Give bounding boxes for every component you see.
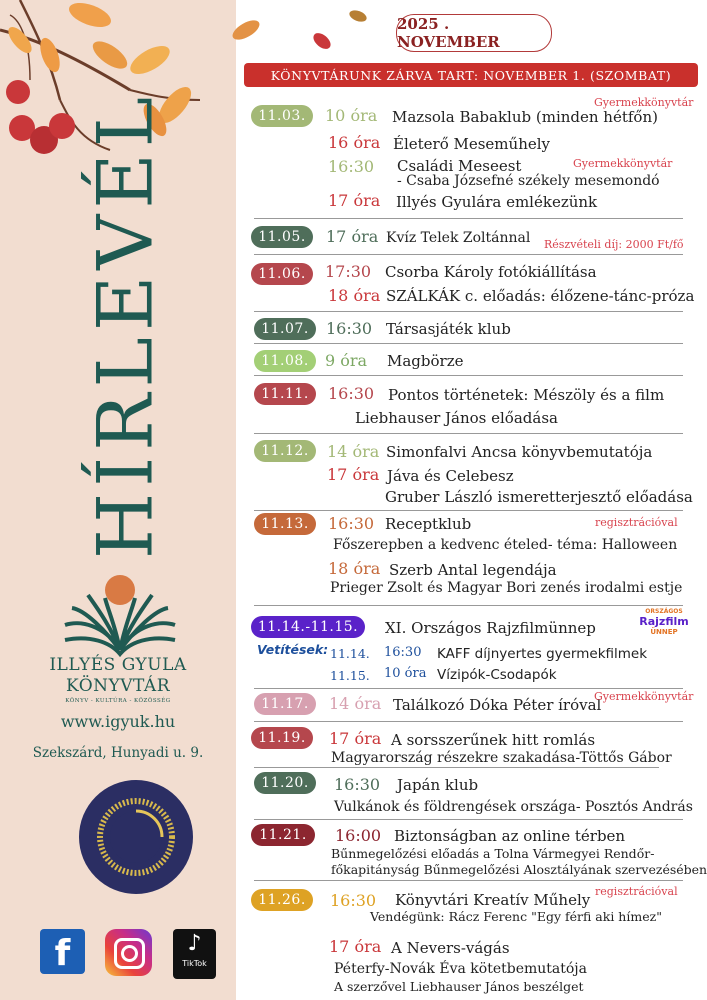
event-time: 10 óra [325,106,378,125]
date-pill-1114: 11.14.-11.15. [251,616,365,638]
separator [254,218,683,219]
rajzfilm-festival-logo: ORSZÁGOS Rajzfilm ÜNNEP [639,608,689,636]
date-pill-1105: 11.05. [251,226,313,248]
date-pill-1106: 11.06. [251,263,313,285]
event-title: SZÁLKÁK c. előadás: élőzene-tánc-próza [386,287,695,305]
event-title: Jáva és Celebesz [387,467,514,485]
screening-title: Vízipók-Csodapók [437,667,557,683]
separator [254,721,683,722]
date-pill-1117: 11.17. [254,693,316,715]
screenings-label: Vetítések: [257,642,329,657]
event-time: 17 óra [328,191,381,210]
event-subtitle: Prieger Zsolt és Magyar Bori zenés irodalmi estje [330,580,683,596]
date-pill-1107: 11.07. [254,318,316,340]
separator [254,819,683,820]
event-subtitle: Péterfy-Novák Éva kötetbemutatója [334,961,587,977]
date-pill-1126: 11.26. [251,889,313,911]
event-subtitle: Vendégünk: Rácz Ferenc "Egy férfi aki hímez" [370,909,662,924]
event-title: Életerő Meseműhely [393,135,551,153]
event-time: 16:00 [335,826,382,845]
quality-award-badge [77,778,195,896]
event-time: 14 óra [327,442,380,461]
event-tag: Gyermekkönyvtár [594,96,694,109]
event-time: 16:30 [328,514,375,533]
event-tag: Gyermekkönyvtár [573,157,673,170]
event-subtitle: főkapitányság Bűnmegelőzési Alosztályának szervezésében [331,862,707,877]
facebook-icon[interactable]: f [40,929,85,974]
event-title: Családi Meseest [397,157,522,175]
month-badge: 2025 . NOVEMBER [396,14,552,52]
event-title: Szerb Antal legendája [389,561,557,579]
separator [254,375,683,376]
event-title: Könyvtári Kreatív Műhely [395,891,591,909]
library-tagline: KÖNYV - KULTÚRA - KÖZÖSSÉG [65,698,171,704]
event-tag: regisztrációval [595,885,678,898]
event-time: 18 óra [328,286,381,305]
event-subtitle: - Csaba Józsefné székely mesemondó [397,173,660,189]
event-time: 17 óra [329,729,382,748]
falling-leaves-illustration [226,10,376,50]
event-title: A sorsszerűnek hitt romlás [391,731,596,749]
event-time: 14 óra [329,694,382,713]
event-subtitle: Liebhauser János előadása [355,409,558,427]
separator [254,880,683,881]
date-pill-1112: 11.12. [254,440,316,462]
event-subtitle: A szerzővel Liebhauser János beszélget [334,979,584,994]
event-title: A Nevers-vágás [391,939,510,957]
date-pill-1103: 11.03. [251,105,313,127]
date-pill-1108: 11.08. [254,350,316,372]
screening-date: 11.14. [330,646,370,661]
separator [254,605,683,606]
event-time: 16:30 [326,319,373,338]
event-subtitle: Magyarország részekre szakadása-Töttős Gábor [331,750,672,766]
event-title: Pontos történetek: Mészöly és a film [388,386,665,404]
event-subtitle: Vulkánok és földrengések országa- Posztós András [334,799,693,815]
screening-date: 11.15. [330,668,370,683]
sidebar [0,0,236,1000]
library-name-line1: ILLYÉS GYULA [49,655,187,675]
date-pill-1121: 11.21. [251,824,315,846]
event-time: 17 óra [327,465,380,484]
instagram-icon[interactable] [105,929,152,976]
event-title: Mazsola Babaklub (minden hétfőn) [392,108,658,126]
event-title: Japán klub [397,776,479,794]
separator [254,767,659,768]
event-title: Simonfalvi Ancsa könyvbemutatója [386,443,653,461]
event-title: Illyés Gyulára emlékezünk [396,193,598,211]
event-time: 16:30 [334,775,381,794]
event-time: 16 óra [328,133,381,152]
event-time: 17:30 [325,262,372,281]
date-pill-1111: 11.11. [254,383,316,405]
separator [254,688,683,689]
event-title: Biztonságban az online térben [394,827,626,845]
event-title: Receptklub [385,515,472,533]
event-time: 16:30 [328,157,375,176]
event-time: 9 óra [325,351,368,370]
event-tag: Gyermekkönyvtár [594,690,694,703]
screening-title: KAFF díjnyertes gyermekfilmek [437,646,648,662]
screening-time: 10 óra [384,666,427,681]
date-pill-1119: 11.19. [251,727,313,749]
separator [254,343,683,344]
date-pill-1120: 11.20. [254,772,316,794]
event-time: 17 óra [329,937,382,956]
event-title: Magbörze [387,352,464,370]
event-time: 16:30 [328,384,375,403]
participation-fee: Részvételi díj: 2000 Ft/fő [544,238,684,251]
newsletter-title: HÍRLEVÉL [80,90,170,560]
separator [254,311,683,312]
library-address: Szekszárd, Hunyadi u. 9. [32,745,204,761]
event-title: XI. Országos Rajzfilmünnep [385,619,596,637]
event-subtitle: Főszerepben a kedvenc ételed- téma: Halloween [333,537,678,553]
event-time: 17 óra [326,227,379,246]
library-name-line2: KÖNYVTÁR [65,676,171,696]
tiktok-icon[interactable]: ♪ TikTok [173,929,216,979]
event-subtitle: Bűnmegelőzési előadás a Tolna Vármegyei Rendőr- [331,846,655,861]
event-subtitle: Gruber László ismeretterjesztő előadása [385,488,693,506]
event-title: Csorba Károly fotókiállítása [385,263,597,281]
closed-notice-banner: KÖNYVTÁRUNK ZÁRVA TART: NOVEMBER 1. (SZOMBAT) [244,63,698,87]
event-time: 16:30 [330,891,377,910]
date-pill-1113: 11.13. [254,513,316,535]
separator [254,433,683,434]
event-tag: regisztrációval [595,516,678,529]
website-link[interactable]: www.igyuk.hu [60,712,176,731]
event-title: Kvíz Telek Zoltánnal [386,230,531,246]
event-title: Társasjáték klub [386,320,511,338]
event-time: 18 óra [328,559,381,578]
event-title: Találkozó Dóka Péter íróval [393,696,602,714]
screening-time: 16:30 [384,645,422,660]
separator [254,510,683,511]
library-logo-icon [60,570,180,658]
separator [254,254,683,255]
